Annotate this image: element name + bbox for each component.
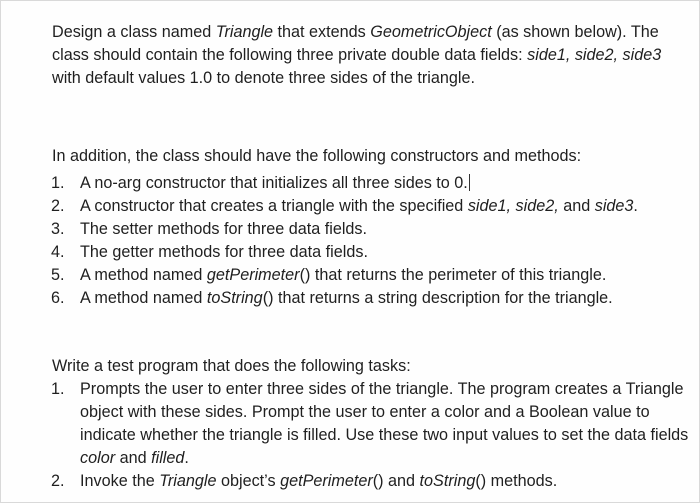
test-heading: Write a test program that does the following tasks: (52, 357, 411, 375)
item-number: 6. (51, 289, 65, 307)
item-text: and (115, 449, 152, 467)
item-emphasis: side1, side2, (467, 197, 559, 215)
tasks-list (51, 378, 691, 493)
item-emphasis: side3 (594, 197, 634, 215)
text-cursor (469, 174, 470, 191)
intro-text: (as shown below). The class should contain the following three private double data fields: (52, 23, 659, 64)
item-text: and (558, 197, 595, 215)
item-text: () that returns the perimeter of this triangle. (299, 266, 607, 284)
item-text: A method named (80, 266, 207, 284)
intro-text: Design a class named (52, 23, 216, 41)
item-emphasis: toString (419, 472, 476, 490)
class-name-triangle: Triangle (215, 23, 274, 41)
item-emphasis: toString (206, 289, 263, 307)
intro-text: that extends (273, 23, 371, 41)
item-number: 1. (51, 174, 65, 192)
item-text: The getter methods for three data fields. (80, 243, 368, 261)
item-text: () methods. (475, 472, 558, 490)
item-emphasis: getPerimeter (206, 266, 300, 284)
item-text: A constructor that creates a triangle with the specified (80, 197, 468, 215)
item-text: Prompts the user to enter three sides of the triangle. The program creates a Triangle object with these sides. Prompt the user to enter a color and a Boolean value to indicate whether the triangle is filled. Use these two input values to set the data fields (80, 380, 689, 444)
item-number: 3. (51, 220, 65, 238)
class-name-geometricobject: GeometricObject (370, 23, 492, 41)
item-emphasis: color (80, 449, 116, 467)
item-text: object’s (216, 472, 281, 490)
list-item (51, 470, 691, 493)
item-emphasis: getPerimeter (280, 472, 373, 490)
item-number: 2. (51, 472, 65, 490)
list-item (51, 264, 691, 287)
item-text: () that returns a string description for the triangle. (262, 289, 613, 307)
list-item (51, 195, 691, 218)
item-text: . (633, 197, 638, 215)
item-text: A method named (80, 289, 207, 307)
item-text: . (184, 449, 189, 467)
field-names: side1, side2, side3 (527, 46, 662, 64)
methods-list (51, 172, 691, 310)
item-number: 5. (51, 266, 65, 284)
list-item (51, 378, 691, 470)
item-text: A no-arg constructor that initializes all three sides to 0. (80, 174, 468, 192)
intro-text: with default values 1.0 to denote three sides of the triangle. (52, 69, 475, 87)
item-number: 2. (51, 197, 65, 215)
list-item (51, 287, 691, 310)
item-text: () and (372, 472, 420, 490)
list-item (51, 241, 691, 264)
item-number: 1. (51, 380, 65, 398)
item-emphasis: Triangle (159, 472, 217, 490)
intro-paragraph (52, 21, 682, 90)
list-item (51, 172, 691, 195)
item-emphasis: filled (151, 449, 185, 467)
item-text: The setter methods for three data fields. (80, 220, 368, 238)
item-text: Invoke the (80, 472, 160, 490)
item-number: 4. (51, 243, 65, 261)
addition-heading: In addition, the class should have the following constructors and methods: (52, 147, 582, 165)
list-item (51, 218, 691, 241)
